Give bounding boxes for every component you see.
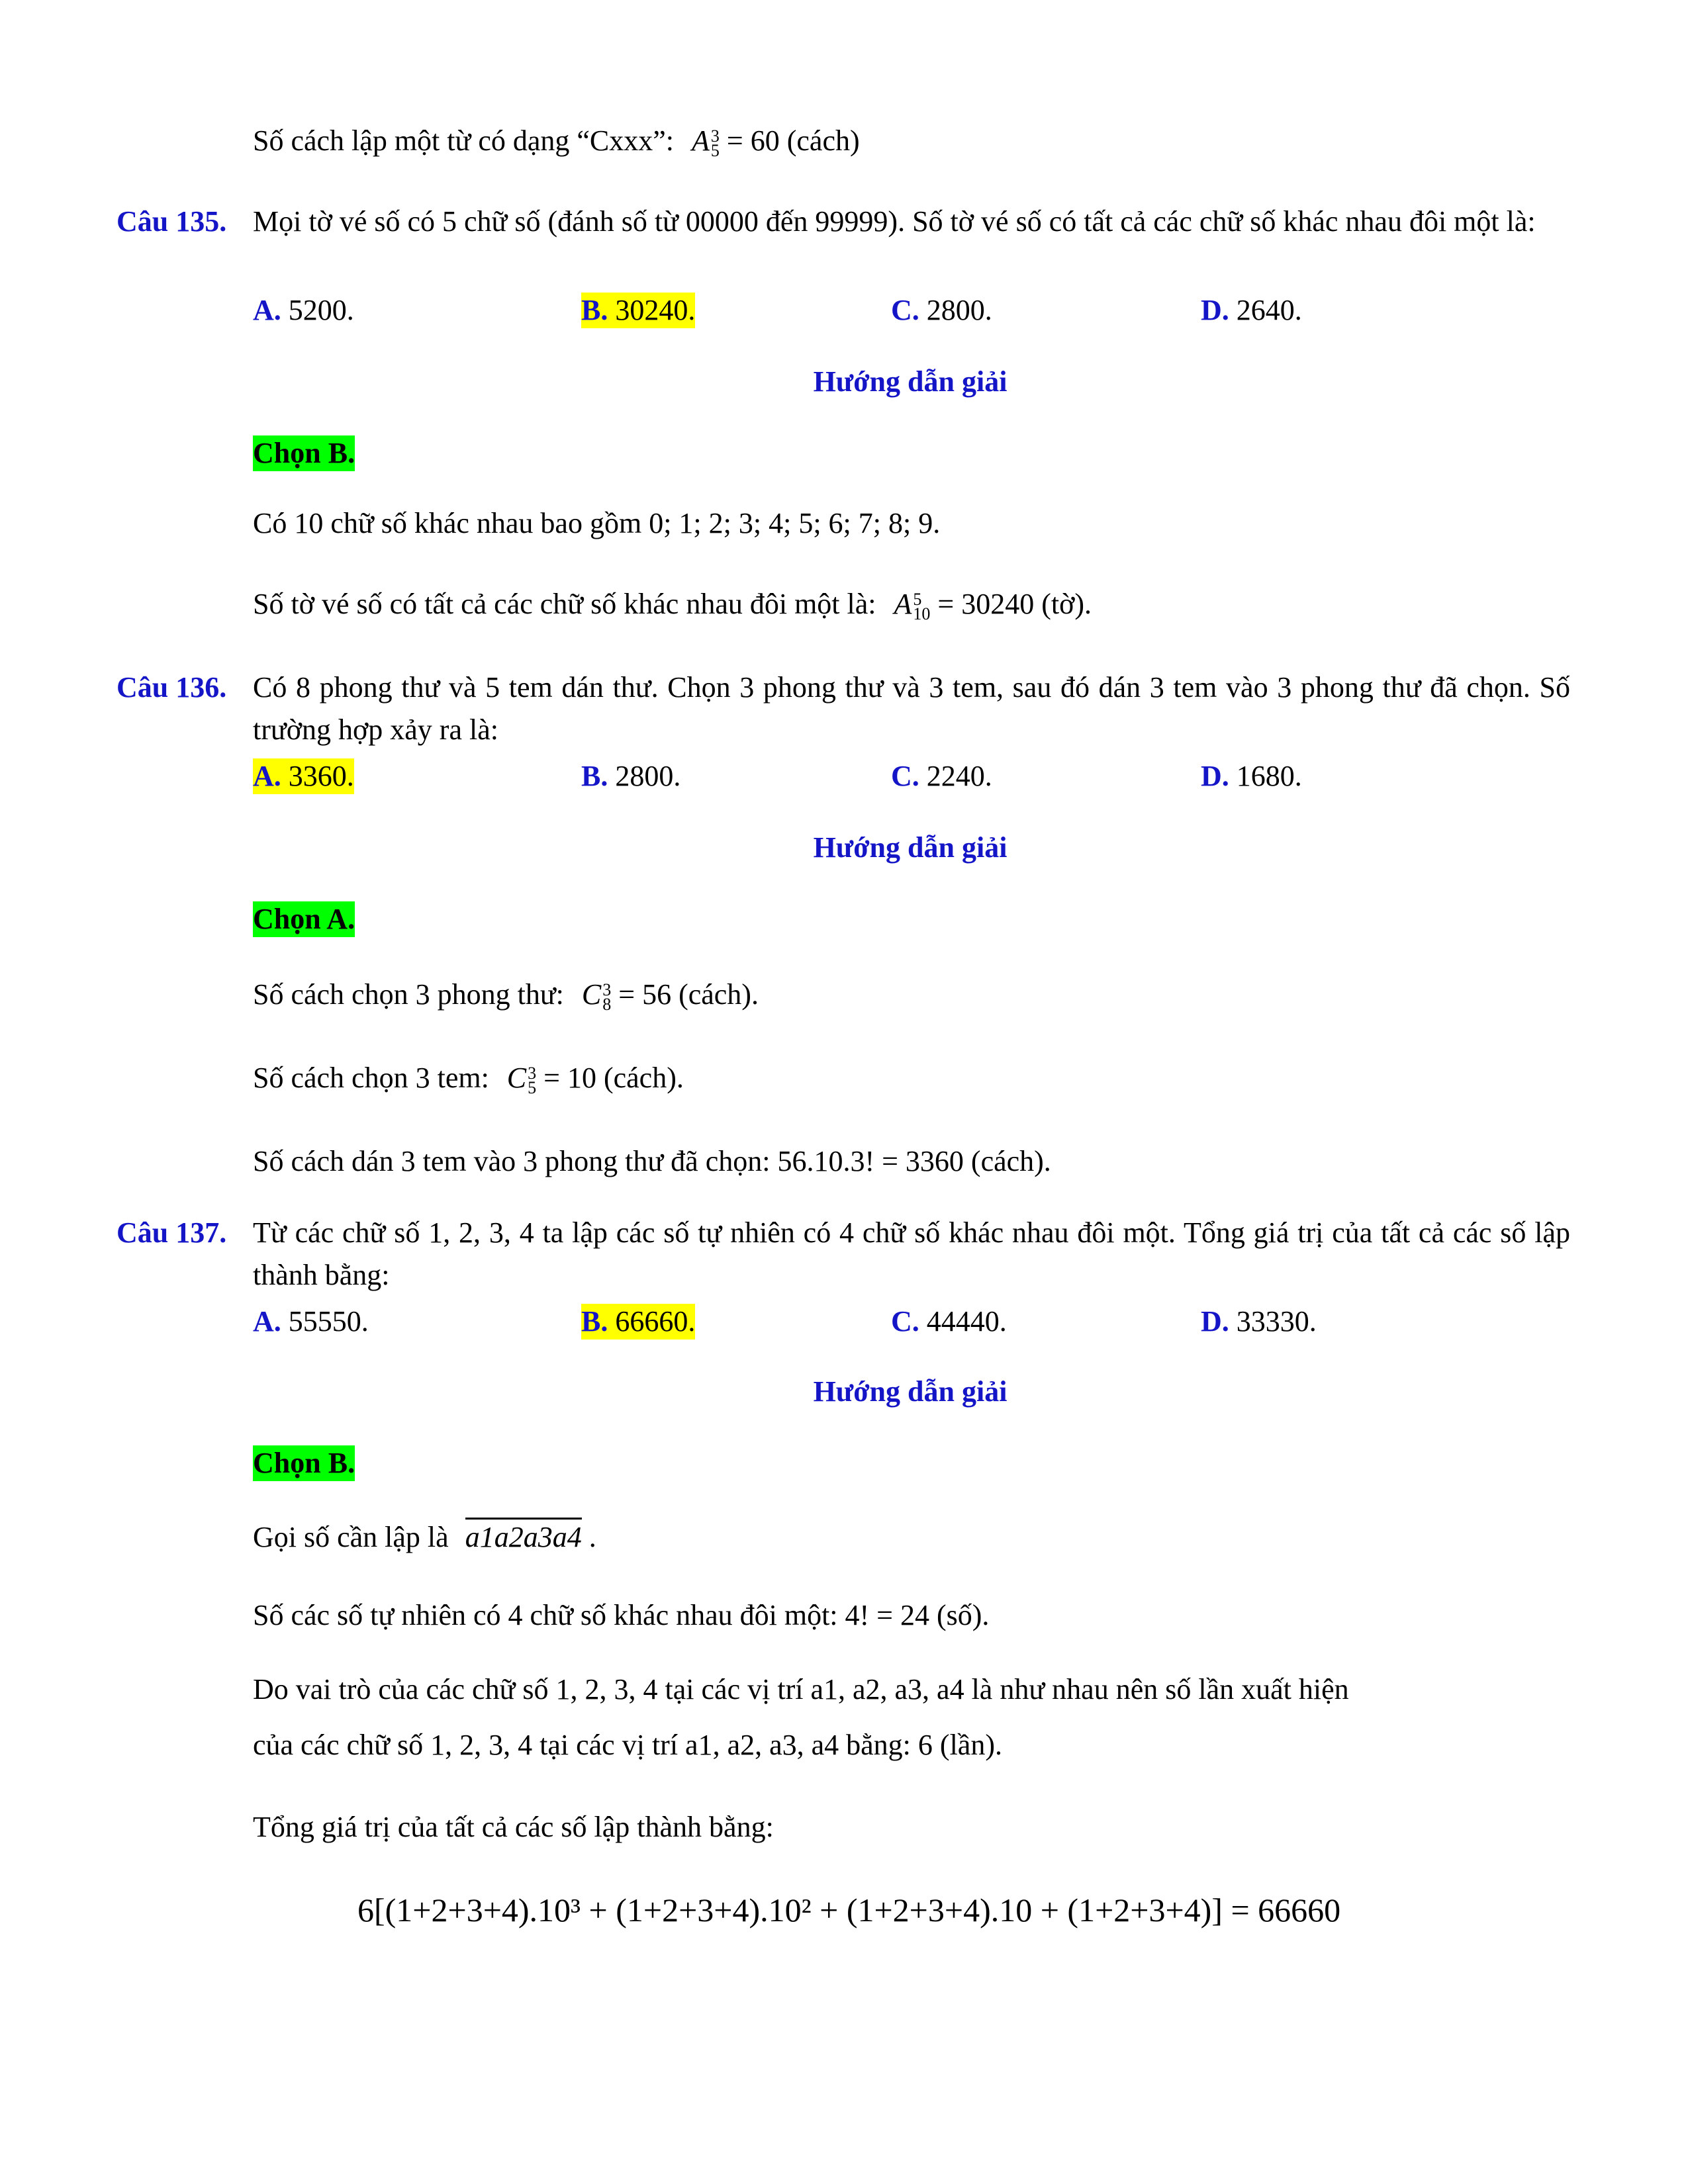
q136-guide-heading: Hướng dẫn giải (813, 831, 1008, 864)
q137-option-c[interactable]: C. 44440. (891, 1305, 1007, 1338)
q137-solution-3b: của các chữ số 1, 2, 3, 4 tại các vị trí a1, a2, a3, a4 bằng: 6 (lần). (253, 1729, 1002, 1761)
q135-sol2-index: 5 10 (913, 589, 931, 623)
question-135-text: Mọi tờ vé số có 5 chữ số (đánh số từ 00000 đến 99999). Số tờ vé số có tất cả các chữ số khác nhau đôi một là: (253, 205, 1536, 238)
q137-option-d[interactable]: D. 33330. (1201, 1305, 1317, 1338)
q137-number-notation: a1a2a3a4 (465, 1518, 582, 1553)
q135-option-c[interactable]: C. 2800. (891, 294, 992, 326)
q136-solution-1: Số cách chọn 3 phong thư: C 3 8 = 56 (cách). (253, 978, 759, 1014)
question-137-label: Câu 137. (117, 1216, 227, 1249)
q137-option-a[interactable]: A. 55550. (253, 1305, 369, 1338)
q135-solution-1: Có 10 chữ số khác nhau bao gồm 0; 1; 2; 3; 4; 5; 6; 7; 8; 9. (253, 507, 941, 539)
q135-option-b[interactable]: B. 30240. (581, 293, 695, 328)
q136-solution-2: Số cách chọn 3 tem: C 3 5 = 10 (cách). (253, 1062, 684, 1097)
q137-final-formula: 6[(1+2+3+4).10³ + (1+2+3+4).10² + (1+2+3+4).10 + (1+2+3+4)] = 66660 (357, 1891, 1341, 1929)
q135-sol2-var: A (894, 588, 912, 620)
q136-option-d[interactable]: D. 1680. (1201, 760, 1302, 792)
q137-solution-4: Tổng giá trị của tất cả các số lập thành bằng: (253, 1811, 774, 1843)
intro-text: Số cách lập một từ có dạng “Cxxx”: (253, 124, 675, 157)
question-137-text: Từ các chữ số 1, 2, 3, 4 ta lập các số tự nhiên có 4 chữ số khác nhau đôi một. Tổng giá trị của tất cả các số lập thành bằng: (253, 1216, 1570, 1291)
q136-option-c[interactable]: C. 2240. (891, 760, 992, 792)
question-136-text: Có 8 phong thư và 5 tem dán thư. Chọn 3 phong thư và 3 tem, sau đó dán 3 tem vào 3 phong thư đã chọn. Số trường hợp xảy ra là: (253, 671, 1570, 746)
intro-formula-var: A (692, 124, 710, 157)
intro-formula-index: 3 5 (710, 126, 720, 160)
q137-solution-1: Gọi số cần lập là a1a2a3a4 . (253, 1520, 596, 1555)
q137-solution-3a: Do vai trò của các chữ số 1, 2, 3, 4 tại các vị trí a1, a2, a3, a4 là như nhau nên số lần xuất hiện (253, 1673, 1349, 1706)
q135-option-a[interactable]: A. 5200. (253, 294, 354, 326)
q135-guide-heading: Hướng dẫn giải (813, 365, 1008, 398)
q135-option-d[interactable]: D. 2640. (1201, 294, 1302, 326)
q136-answer: Chọn A. (253, 901, 355, 937)
q135-solution-2: Số tờ vé số có tất cả các chữ số khác nhau đôi một là: A 5 10 = 30240 (tờ). (253, 588, 1092, 623)
q136-option-a[interactable]: A. 3360. (253, 758, 354, 794)
q136-solution-3: Số cách dán 3 tem vào 3 phong thư đã chọn: 56.10.3! = 3360 (cách). (253, 1145, 1051, 1177)
q136-option-b[interactable]: B. 2800. (581, 760, 681, 792)
question-135-label: Câu 135. (117, 205, 227, 238)
intro-line (253, 123, 860, 159)
q137-answer: Chọn B. (253, 1445, 355, 1481)
q135-answer: Chọn B. (253, 435, 355, 471)
question-136-label: Câu 136. (117, 671, 227, 704)
q137-solution-2: Số các số tự nhiên có 4 chữ số khác nhau đôi một: 4! = 24 (số). (253, 1599, 990, 1631)
q137-guide-heading: Hướng dẫn giải (813, 1375, 1008, 1408)
intro-formula-rest: = 60 (cách) (726, 124, 860, 157)
q137-option-b[interactable]: B. 66660. (581, 1304, 695, 1340)
